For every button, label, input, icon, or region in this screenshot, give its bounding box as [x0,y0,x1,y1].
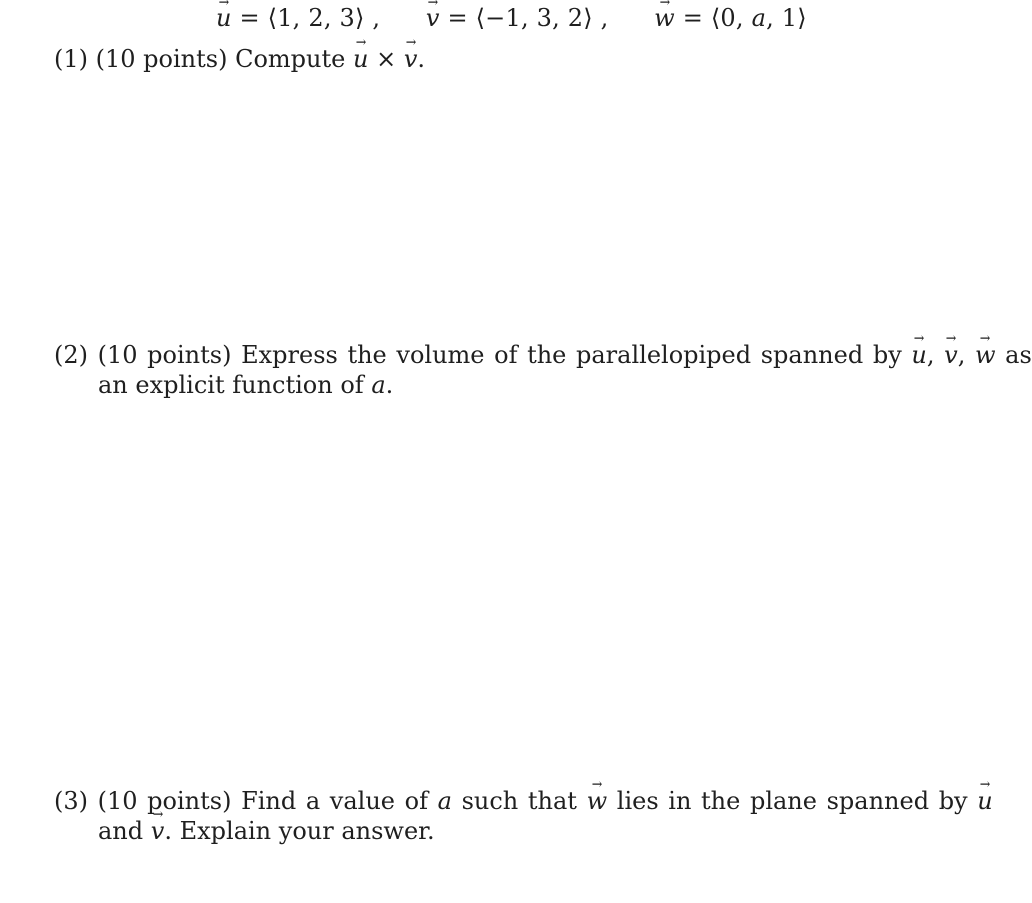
vector-u-value: = ⟨1, 2, 3⟩ , [239,4,381,32]
vector-w-value-post: , 1⟩ [766,4,807,32]
problem-text-c: lies in the plane spanned by [616,787,968,815]
problem-number: (1) [54,45,88,73]
problem-text: Compute [235,45,346,73]
vector-w-symbol: → w [587,786,608,816]
vector-definitions [216,4,807,32]
problem-text-line2-b: . Explain your answer. [164,817,435,845]
problem-end-punctuation: . [417,45,426,73]
vector-v-symbol: → v [944,340,958,370]
problem-text-b: such that [461,787,577,815]
problem-number: (3) [54,787,88,815]
problem-text-line1: Express the volume of the parallelopiped spanned by [241,341,902,369]
cross-product-symbol: × [376,45,397,73]
vector-w-symbol: → w [975,340,996,370]
problem-points: (10 points) [97,341,232,369]
vector-v-symbol: → v [404,44,418,74]
vector-v-symbol: → v [151,816,165,846]
vector-v-value: = ⟨−1, 3, 2⟩ , [447,4,609,32]
vector-u-symbol: → u [353,44,368,74]
problem-end-punctuation: . [385,371,394,399]
vector-u-symbol: → u [216,4,232,32]
variable-a: a [437,787,452,815]
vector-u-symbol: → u [911,340,926,370]
vector-w-value-pre: = ⟨0, [682,4,752,32]
problem-text-line2: an explicit function of [98,371,364,399]
problem-number: (2) [54,341,88,369]
problem-text-a: Find a value of [241,787,428,815]
vector-u-symbol: → u [977,786,992,816]
problem-3 [54,786,993,846]
problem-2: (2) (10 points) Express the volume of the parallelopiped spanned by → u, → v, → w as an explicit function of a. [54,340,934,400]
vector-w-symbol: → w [654,4,675,32]
vector-v-symbol: → v [426,4,440,32]
problem-text-line1-end: as [1005,341,1032,369]
problem-text-line2-a: and [98,817,144,845]
vector-w-value-a: a [751,4,767,32]
problem-points: (10 points) [95,45,228,73]
problem-1 [54,44,934,74]
problem-points: (10 points) [97,787,232,815]
variable-a: a [371,371,386,399]
